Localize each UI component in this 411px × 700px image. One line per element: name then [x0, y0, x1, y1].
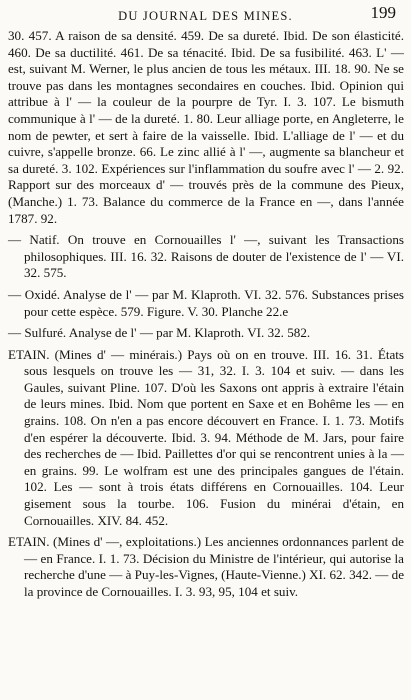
index-body	[8, 28, 404, 606]
entry-oxide: — Oxidé. Analyse de l' — par M. Klaproth. VI. 32. 576. Substances prises pour cette espèce. 579. Figure. V. 30. Planche 22.e	[8, 286, 404, 319]
page-number: 199	[370, 3, 396, 22]
paragraph-continuation: 30. 457. A raison de sa densité. 459. De sa dureté. Ibid. De son élasticité. 460. De sa ductilité. 461. De sa ténacité. Ibid. De sa fusibilité. 463. L' — est, suivant M. Werner, le plus ancien de tous les métaux. III. 18. 90. Ne se trouve pas dans les montagnes secondaires en couches. Ibid. Opinion qui attribue à l' — la couleur de la pourpre de Tyr. I. 3. 107. Le bismuth communique à l' — de la dureté. 1. 80. Leur alliage porte, en Angleterre, le nom de pewter, et sert à faire de la vaisselle. Ibid. L'alliage de l' — et du cuivre, s'appelle bronze. 66. Le zinc allié à l' —, augmente sa blancheur et sa dureté. 3. 102. Expériences sur l'inflammation du soufre avec l' — 2. 92. Rapport sur des morceaux d' — trouvés près de la commune des Pieux, (Manche.) 1. 73. Balance du commerce de la France en —, dans l'année 1787. 92.	[8, 28, 404, 226]
running-title: DU JOURNAL DES MINES.	[118, 9, 293, 23]
entry-etain-minerais: ETAIN. (Mines d' — minérais.) Pays où on en trouve. III. 16. 31. États sous lesquels on trouve les — 31, 32. I. 3. 104 et suiv. — dans les Gaules, suivant Pline. 107. D'où les Saxons ont appris à extraire l'étain de leurs mines. Ibid. Nom que portent en Saxe et en Bohême les — en grains. 108. On n'en a pas encore découvert en France. I. 1. 73. Motifs d'en espérer la découverte. Ibid. 3. 94. Méthode de M. Jars, pour faire des recherches de — Ibid. Paillettes d'or qui se rencontrent unies à la — en grains. 99. Le wolfram est une des principales gangues de l'étain. 102. Les — sont à trois états différens en Cornouailles. 104. Leur gisement sous la tourbe. 106. Fusion du minérai d'étain, en Cornouailles. XIV. 84. 452.	[8, 346, 404, 528]
entry-sulfure: — Sulfuré. Analyse de l' — par M. Klaproth. VI. 32. 582.	[8, 325, 311, 341]
entry-natif: — Natif. On trouve en Cornouailles l' —, suivant les Transactions philosophiques. III. 16. 32. Raisons de douter de l'existence de l' — VI. 32. 575.	[8, 232, 404, 281]
entry-etain-exploitations: ETAIN. (Mines d' —, exploitations.) Les anciennes ordonnances parlent de — en France. I. 1. 73. Décision du Ministre de l'intérieur, qui autorise la recherche d'une — à Puy-les-Vignes, (Haute-Vienne.) XI. 62. 342. — de la province de Cornouailles. I. 3. 93, 95, 104 et suiv.	[8, 534, 405, 599]
page-header	[0, 3, 411, 29]
